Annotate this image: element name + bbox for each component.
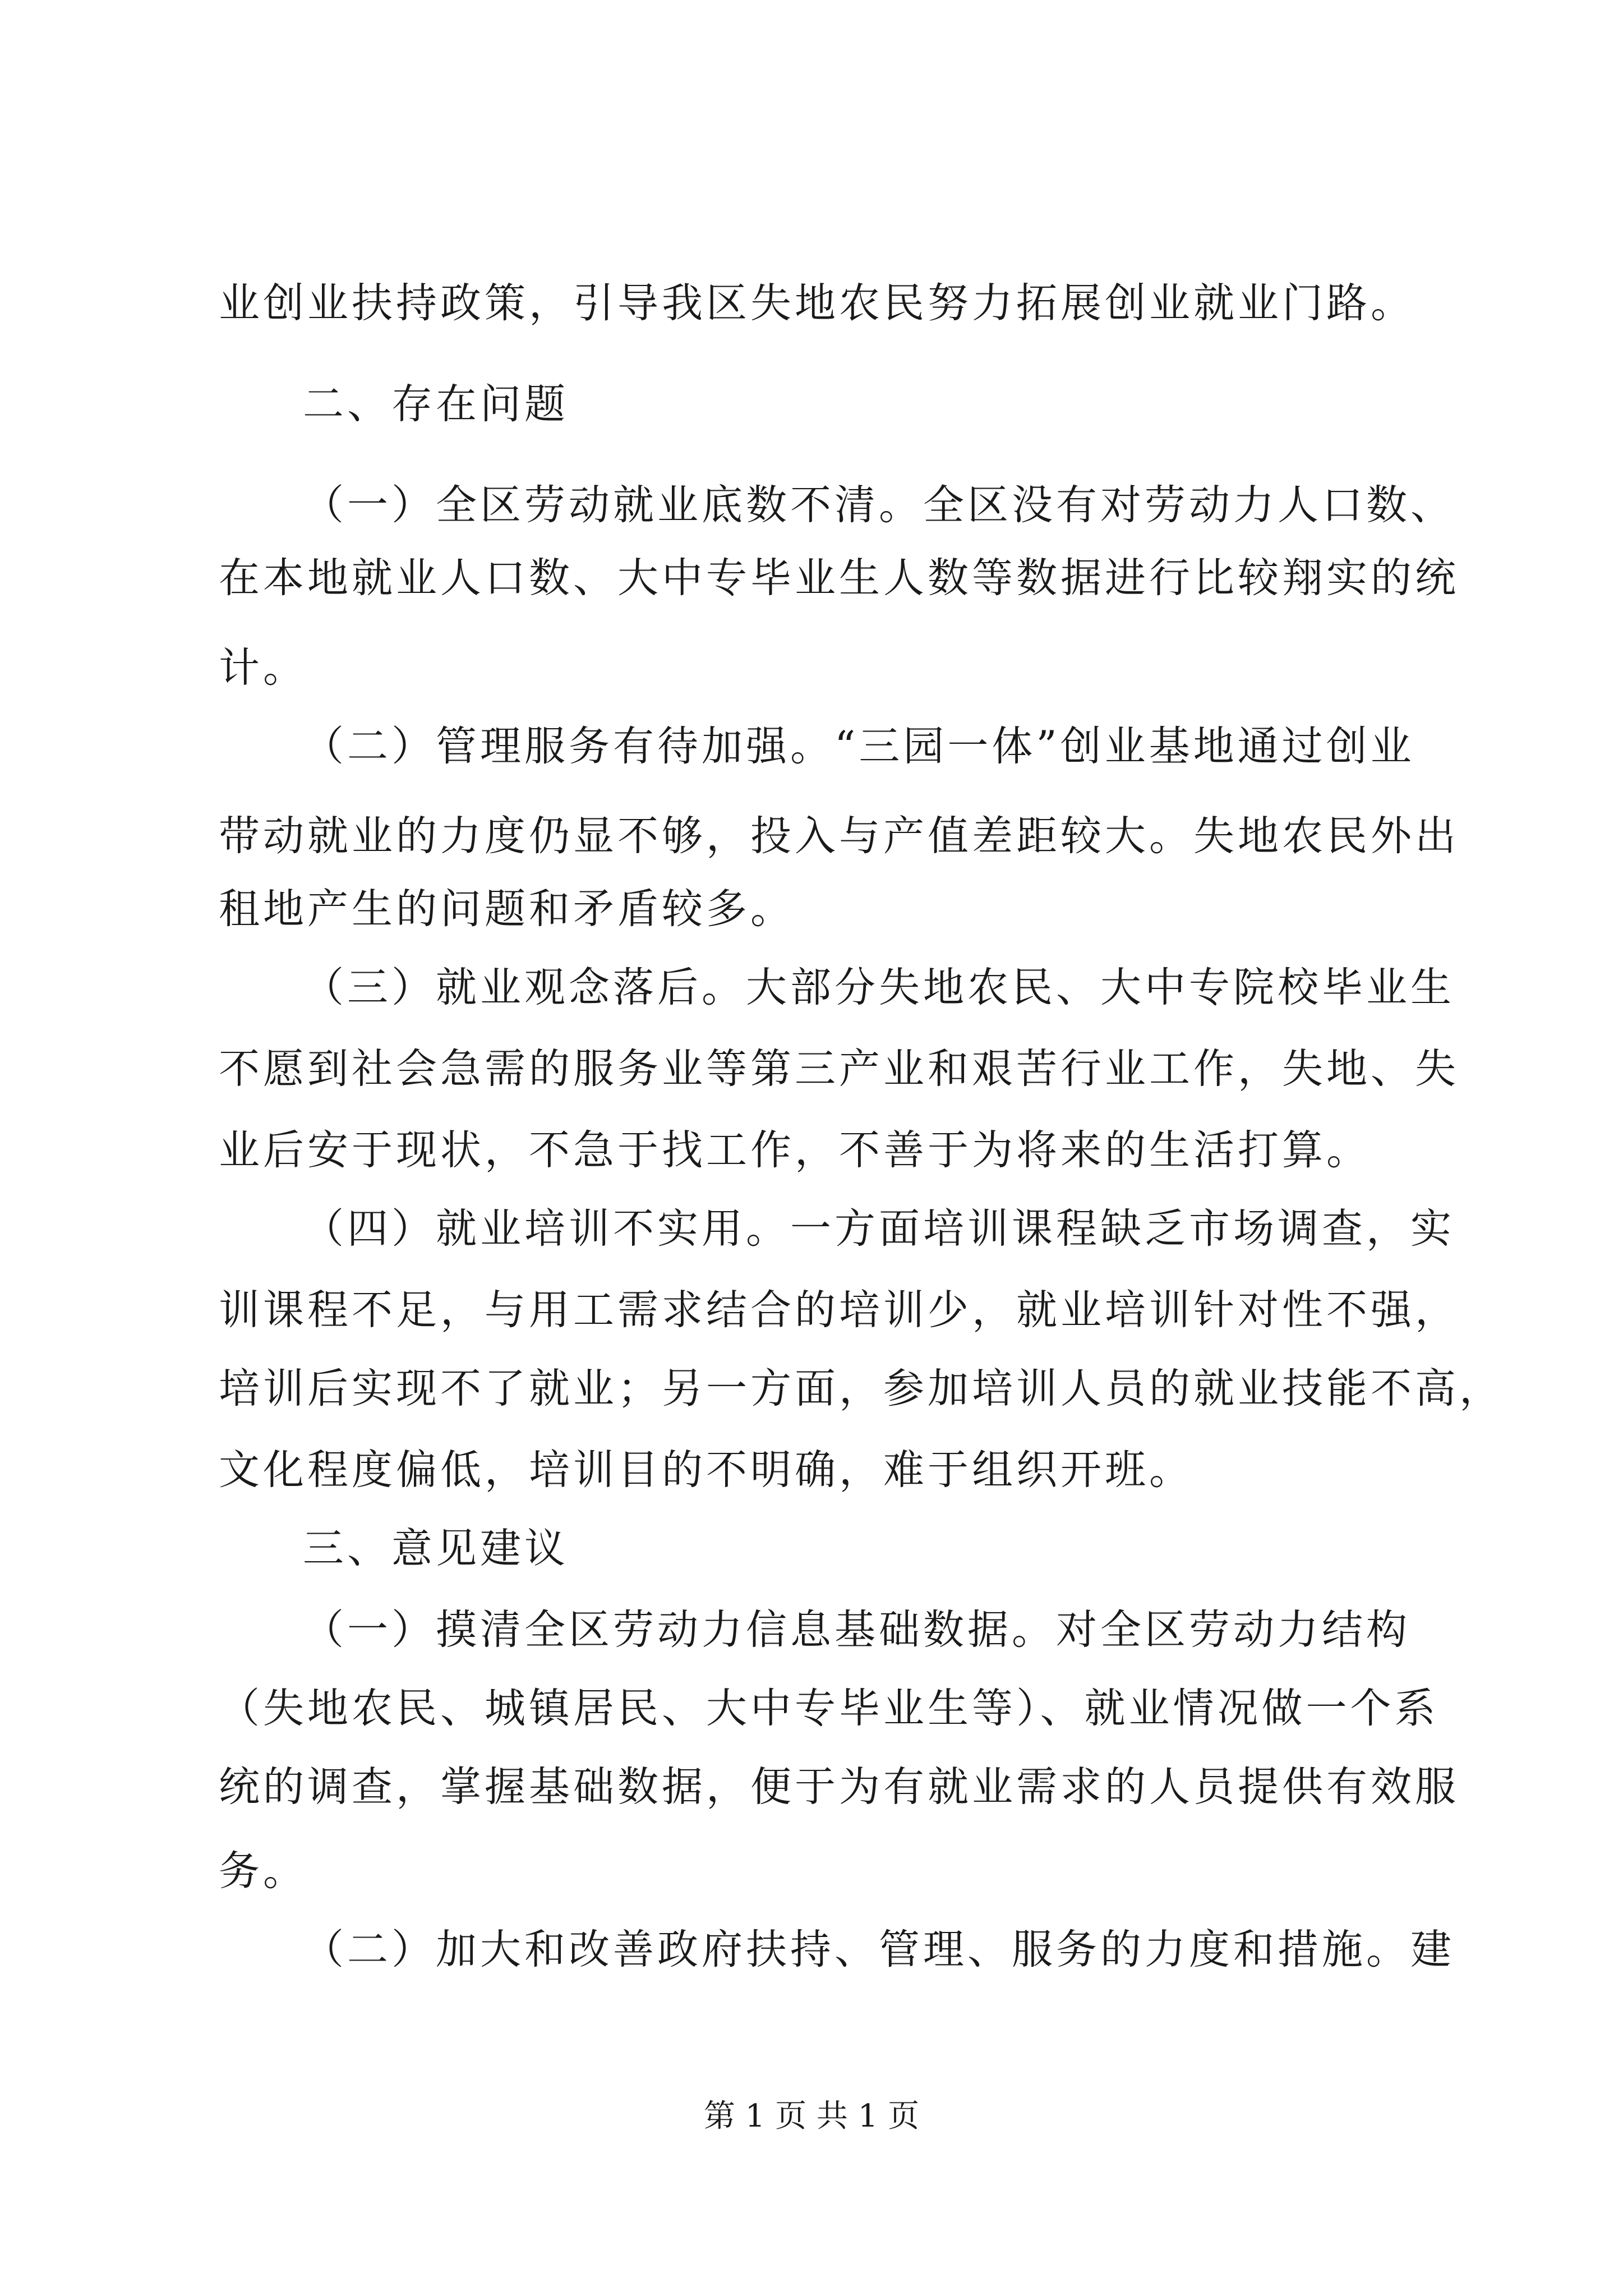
- body-text-line: （一）全区劳动就业底数不清。全区没有对劳动力人口数、: [303, 481, 1455, 529]
- body-text-line: 租地产生的问题和矛盾较多。: [219, 885, 795, 933]
- page-footer: 第 1 页 共 1 页: [703, 2098, 920, 2134]
- section-heading-problems: 二、存在问题: [303, 380, 569, 428]
- body-text-line: （三）就业观念落后。大部分失地农民、大中专院校毕业生: [303, 964, 1455, 1011]
- body-text-line: （一）摸清全区劳动力信息基础数据。对全区劳动力结构: [303, 1606, 1410, 1654]
- body-text-line: （失地农民、城镇居民、大中专毕业生等）、就业情况做一个系: [219, 1685, 1439, 1732]
- body-text-line: 统的调查，掌握基础数据，便于为有就业需求的人员提供有效服: [219, 1763, 1459, 1811]
- body-text-line: 带动就业的力度仍显不够，投入与产值差距较大。失地农民外出: [219, 812, 1459, 860]
- body-text-line: 培训后实现不了就业；另一方面，参加培训人员的就业技能不高，: [219, 1365, 1504, 1412]
- body-text-line: 计。: [219, 644, 307, 692]
- body-text-line: （二）加大和改善政府扶持、管理、服务的力度和措施。建: [303, 1926, 1455, 1973]
- body-text-line: 业后安于现状，不急于找工作，不善于为将来的生活打算。: [219, 1126, 1371, 1174]
- body-text-line: 不愿到社会急需的服务业等第三产业和艰苦行业工作，失地、失: [219, 1045, 1459, 1093]
- section-heading-suggestions: 三、意见建议: [303, 1525, 569, 1572]
- body-text-line: （四）就业培训不实用。一方面培训课程缺乏市场调查，实: [303, 1205, 1455, 1253]
- body-text-line: （二）管理服务有待加强。“三园一体”创业基地通过创业: [303, 723, 1415, 770]
- body-text-line: 文化程度偏低，培训目的不明确，难于组织开班。: [219, 1446, 1193, 1494]
- body-text-line: 业创业扶持政策，引导我区失地农民努力拓展创业就业门路。: [219, 279, 1415, 327]
- body-text-line: 在本地就业人口数、大中专毕业生人数等数据进行比较翔实的统: [219, 554, 1459, 602]
- body-text-line: 训课程不足，与用工需求结合的培训少，就业培训针对性不强，: [219, 1286, 1459, 1334]
- body-text-line: 务。: [219, 1847, 307, 1895]
